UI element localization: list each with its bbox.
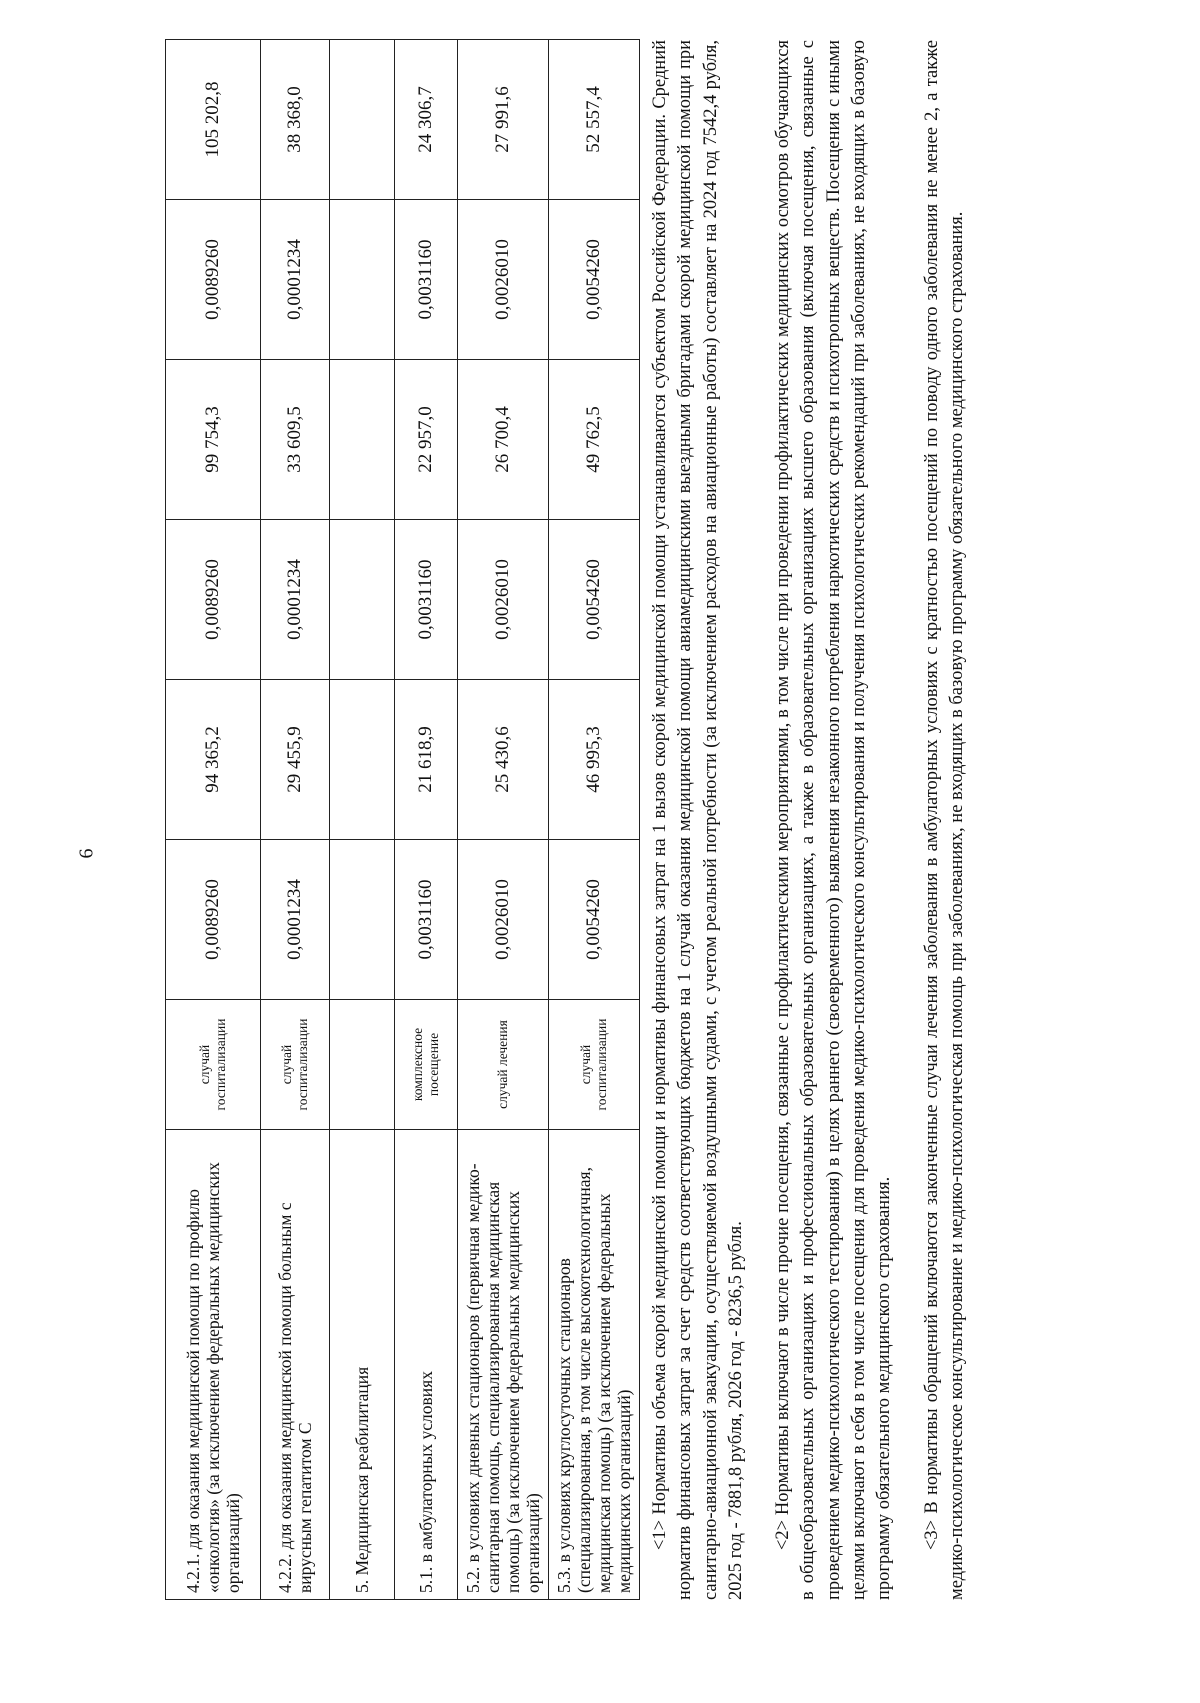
volume-2024-cell: 0,0031160 bbox=[395, 840, 458, 1000]
row-name-cell: 5.1. в амбулаторных условиях bbox=[395, 1130, 458, 1600]
unit-cell: случай госпитализации bbox=[549, 1000, 640, 1130]
volume-2026-cell: 0,0054260 bbox=[549, 200, 640, 360]
row-name-cell: 4.2.2. для оказания медицинской помощи больным с вирусным гепатитом С bbox=[261, 1130, 330, 1600]
footnote-3: <3> В нормативы обращений включаются законченные случаи лечения заболевания в амбулаторных условиях с кратностью посещений по поводу одного заболевания не менее 2, а также медико-психологическое консультирование и медико-психологическая помощь при заболеваниях, не входящих в базовую программу обязательного медицинского страхования. bbox=[921, 40, 967, 1600]
rotated-page-content bbox=[165, 40, 1125, 1600]
cost-2025-cell: 22 957,0 bbox=[395, 360, 458, 520]
table-row bbox=[261, 40, 330, 1600]
cost-2025-cell: 26 700,4 bbox=[458, 360, 549, 520]
volume-2025-cell: 0,0054260 bbox=[549, 520, 640, 680]
volume-2026-cell: 0,0031160 bbox=[395, 200, 458, 360]
cost-2024-cell: 46 995,3 bbox=[549, 680, 640, 840]
volume-2024-cell: 0,0026010 bbox=[458, 840, 549, 1000]
volume-2025-cell: 0,0026010 bbox=[458, 520, 549, 680]
financing-standards-table bbox=[165, 39, 640, 1600]
table-row bbox=[330, 40, 395, 1600]
cost-2026-cell: 52 557,4 bbox=[549, 40, 640, 200]
cost-2024-cell: 94 365,2 bbox=[166, 680, 261, 840]
cost-2026-cell: 38 368,0 bbox=[261, 40, 330, 200]
footnote-2: <2> Нормативы включают в числе прочие посещения, связанные с профилактическими мероприятиями, в том числе при проведении профилактических медицинских осмотров обучающихся в общеобразовательных организациях и профессиональных образовательных организациях, а также в образовательных организациях высшего образования (включая посещения, связанные с проведением медико-психологического тестирования) в целях раннего (своевременного) выявления незаконного потребления наркотических средств и психотропных веществ. Посещения с иными целями включают в себя в том числе посещения для проведения медико-психологического консультирования и получения психологических рекомендаций при заболеваниях, не входящих в базовую программу обязательного медицинского страхования. bbox=[773, 40, 895, 1600]
volume-2024-cell: 0,0054260 bbox=[549, 840, 640, 1000]
row-name-cell: 5. Медицинская реабилитация bbox=[330, 1130, 395, 1600]
volume-2025-cell bbox=[330, 520, 395, 680]
volume-2024-cell bbox=[330, 840, 395, 1000]
volume-2025-cell: 0,0089260 bbox=[166, 520, 261, 680]
volume-2026-cell: 0,0001234 bbox=[261, 200, 330, 360]
cost-2025-cell: 33 609,5 bbox=[261, 360, 330, 520]
volume-2025-cell: 0,0031160 bbox=[395, 520, 458, 680]
cost-2025-cell bbox=[330, 360, 395, 520]
volume-2026-cell: 0,0089260 bbox=[166, 200, 261, 360]
volume-2026-cell: 0,0026010 bbox=[458, 200, 549, 360]
unit-cell: случай госпитализации bbox=[261, 1000, 330, 1130]
volume-2026-cell bbox=[330, 200, 395, 360]
cost-2024-cell bbox=[330, 680, 395, 840]
table-row bbox=[395, 40, 458, 1600]
table-row bbox=[458, 40, 549, 1600]
volume-2025-cell: 0,0001234 bbox=[261, 520, 330, 680]
footnotes bbox=[648, 40, 970, 1600]
cost-2024-cell: 21 618,9 bbox=[395, 680, 458, 840]
cost-2025-cell: 49 762,5 bbox=[549, 360, 640, 520]
footnote-1: <1> Нормативы объема скорой медицинской помощи и нормативы финансовых затрат на 1 вызов скорой медицинской помощи устанавливаются субъектом Российской Федерации. Средний норматив финансовых затрат за счет средств соответствующих бюджетов на 1 случай оказания медицинской помощи авиамедицинскими выездными бригадами скорой медицинской помощи при санитарно-авиационной эвакуации, осуществляемой воздушными судами, с учетом реальной потребности (за исключением расходов на авиационные работы) составляет на 2024 год 7542,4 рубля, 2025 год - 7881,8 рубля, 2026 год - 8236,5 рубля. bbox=[650, 40, 746, 1600]
volume-2024-cell: 0,0001234 bbox=[261, 840, 330, 1000]
unit-cell: случай госпитализации bbox=[166, 1000, 261, 1130]
cost-2026-cell: 27 991,6 bbox=[458, 40, 549, 200]
unit-cell: комплексное посещение bbox=[395, 1000, 458, 1130]
cost-2026-cell bbox=[330, 40, 395, 200]
cost-2026-cell: 105 202,8 bbox=[166, 40, 261, 200]
cost-2024-cell: 25 430,6 bbox=[458, 680, 549, 840]
row-name-cell: 5.2. в условиях дневных стационаров (первичная медико-санитарная помощь, специализированная медицинская помощь) (за исключением федеральных медицинских организаций) bbox=[458, 1130, 549, 1600]
page-number: 6 bbox=[75, 848, 98, 859]
unit-cell bbox=[330, 1000, 395, 1130]
cost-2026-cell: 24 306,7 bbox=[395, 40, 458, 200]
table-row bbox=[166, 40, 261, 1600]
cost-2024-cell: 29 455,9 bbox=[261, 680, 330, 840]
table-row bbox=[549, 40, 640, 1600]
row-name-cell: 4.2.1. для оказания медицинской помощи по профилю «онкология» (за исключением федеральных медицинских организаций) bbox=[166, 1130, 261, 1600]
volume-2024-cell: 0,0089260 bbox=[166, 840, 261, 1000]
unit-cell: случай лечения bbox=[458, 1000, 549, 1130]
row-name-cell: 5.3. в условиях круглосуточных стационаров (специализированная, в том числе высокотехнологичная, медицинская помощь) (за исключением федеральных медицинских организаций) bbox=[549, 1130, 640, 1600]
cost-2025-cell: 99 754,3 bbox=[166, 360, 261, 520]
